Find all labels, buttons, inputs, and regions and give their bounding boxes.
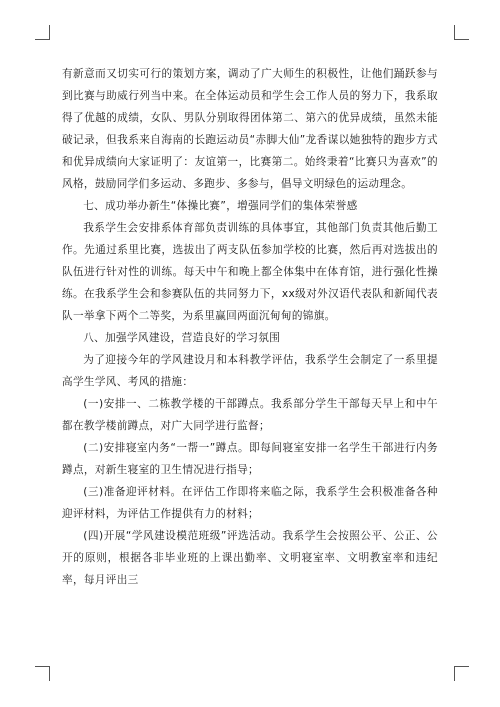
crop-mark-top-right — [454, 25, 469, 40]
crop-mark-top-left — [35, 25, 50, 40]
crop-mark-bottom-right — [454, 666, 469, 681]
document-body — [62, 63, 438, 591]
paragraph-measure-3: (三)准备迎评材料。在评估工作即将来临之际，我系学生会积极准备各种迎评材料，为评估工作提供有力的材料； — [62, 486, 438, 520]
paragraph-measure-1: (一)安排一、二栋教学楼的干部蹲点。我系部分学生干部每天早上和中午都在教学楼前蹲点，对广大同学进行监督； — [62, 398, 438, 432]
paragraph-measure-4: (四)开展“学风建设模范班级”评选活动。我系学生会按照公平、公正、公开的原则，根据各非毕业班的上课出勤率、文明寝室率、文明教室率和违纪率，每月评出三 — [62, 530, 438, 586]
crop-mark-bottom-left — [35, 666, 50, 681]
paragraph-measure-2: (二)安排寝室内务“一帮一”蹲点。即每间寝室安排一名学生干部进行内务蹲点，对新生寝室的卫生情况进行指导； — [62, 442, 438, 476]
paragraph-gymnastics: 我系学生会安排系体育部负责训练的具体事宜，其他部门负责其他后勤工作。先通过系里比赛，选拔出了两支队伍参加学校的比赛，然后再对选拔出的队伍进行针对性的训练。每天中午和晚上都全体集中在体育馆，进行强化性操练。在我系学生会和参赛队伍的共同努力下，xx级对外汉语代表队和新闻代表队一举拿下两个二等奖，为系里赢回两面沉甸甸的锦旗。 — [62, 222, 438, 322]
paragraph-study-style-intro: 为了迎接今年的学风建设月和本科教学评估，我系学生会制定了一系里提高学生学风、考风的措施： — [62, 354, 438, 388]
section-heading-7: 七、成功举办新生“体操比赛”，增强同学们的集体荣誉感 — [83, 200, 358, 212]
section-heading-8: 八、加强学风建设，营造良好的学习氛围 — [83, 332, 281, 344]
paragraph-continuation: 有新意而又切实可行的策划方案，调动了广大师生的积极性，让他们踊跃参与到比赛与助威行列当中来。在全体运动员和学生会工作人员的努力下，我系取得了优越的成绩，女队、男队分别取得团体第二、第六的优异成绩，虽然未能破记录，但我系来自海南的长跑运动员“赤脚大仙”龙香谋以她独特的跑步方式和优异成绩向大家证明了：友谊第一，比赛第二。始终秉着“比赛只为喜欢”的风格，鼓励同学们多运动、多跑步、多参与，倡导文明绿色的运动理念。 — [62, 68, 438, 190]
